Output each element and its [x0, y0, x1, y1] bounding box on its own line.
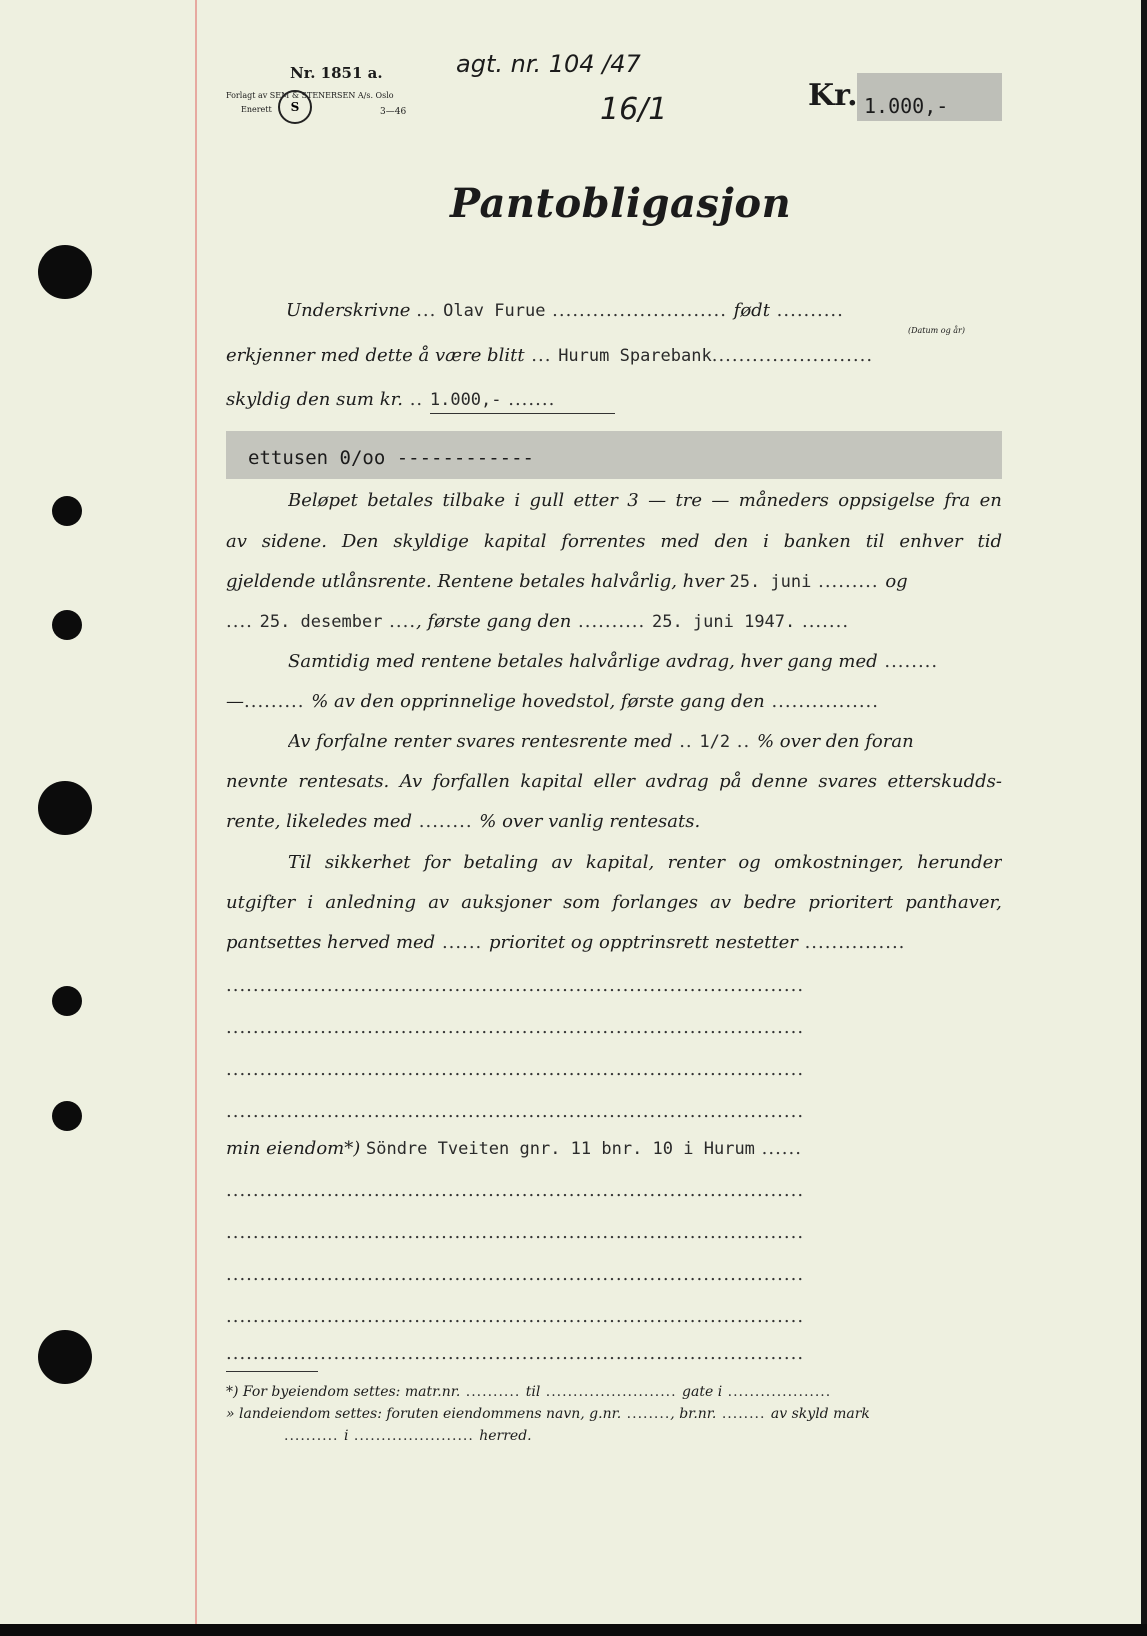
blank-line: ...................................................................................... — [226, 975, 805, 996]
document-title: Pantobligasjon — [450, 180, 792, 227]
terms-line: .... 25. desember ...., første gang den .......... 25. juni 1947. ....... — [226, 611, 850, 632]
blank-line: ...................................................................................... — [226, 1101, 805, 1122]
terms-line: Beløpet betales tilbake i gull etter 3 — tre — måneders oppsigelse fra en — [288, 490, 1002, 511]
footnote-text: herred. — [479, 1428, 532, 1444]
sum-label: skyldig den sum kr. — [226, 389, 403, 410]
punch-hole — [52, 1101, 82, 1131]
creditor-line: erkjenner med dette å være blitt ... Hurum Sparebank........................ — [226, 345, 874, 366]
punch-hole — [52, 610, 82, 640]
punch-hole — [38, 781, 92, 835]
publisher-rights: Enerett — [241, 105, 272, 114]
publisher-date: 3—46 — [380, 107, 407, 117]
footnote-text: til — [525, 1384, 541, 1400]
debtor-name: Olav Furue — [443, 301, 546, 321]
punch-hole — [52, 496, 82, 526]
punch-hole — [38, 1330, 92, 1384]
creditor-name: Hurum Sparebank — [558, 346, 712, 366]
debtor-line: Underskrivne ... Olav Furue .......................... født .......... — [226, 300, 1002, 330]
penalty-text: % over vanlig rentesats. — [479, 811, 701, 832]
handwritten-reference: agt. nr. 104 /47 — [456, 50, 641, 78]
terms-line: gjeldende utlånsrente. Rentene betales halvårlig, hver 25. juni ......... og — [226, 571, 908, 592]
footnote-text: *) For byeiendom settes: matr.nr. — [226, 1384, 461, 1400]
footnote-text: i — [343, 1428, 349, 1444]
handwritten-date: 16/1 — [600, 92, 668, 127]
interest-date-2: 25. desember — [259, 612, 383, 632]
property-line: min eiendom*) Söndre Tveiten gnr. 11 bnr. 10 i Hurum ...... — [226, 1138, 802, 1159]
debtor-label: Underskrivne — [286, 300, 411, 321]
currency-label: Kr. — [808, 78, 858, 113]
scan-edge — [1141, 0, 1147, 1636]
terms-and: og — [885, 571, 908, 592]
sum-line: skyldig den sum kr. .. 1.000,- ....... — [226, 389, 556, 410]
margin-rule — [195, 0, 197, 1636]
terms-text: , første gang den — [416, 611, 572, 632]
security-text: prioritet og opptrinsrett nestetter — [489, 932, 798, 953]
punch-hole — [38, 245, 92, 299]
blank-line: ...................................................................................... — [226, 1222, 805, 1243]
property-label: min eiendom*) — [226, 1138, 361, 1159]
publisher-seal-icon: S — [278, 90, 312, 124]
footnote-text: , br.nr. — [670, 1406, 717, 1422]
security-line: Til sikkerhet for betaling av kapital, renter og omkostninger, herunder — [288, 852, 1002, 873]
footnote-line: » landeiendom settes: foruten eiendommens navn, g.nr. ........, br.nr. ........ av skyld mark — [226, 1406, 870, 1422]
installment-dash: — — [226, 691, 244, 712]
blank-line: ...................................................................................... — [226, 1017, 805, 1038]
penalty-rate: 1/2 — [699, 732, 731, 752]
installment-text: % av den opprinnelige hovedstol, første gang den — [311, 691, 765, 712]
security-line: pantsettes herved med ...... prioritet og opptrinsrett nestetter ............... — [226, 932, 906, 953]
footnote-line: .......... i ...................... herred. — [284, 1428, 532, 1444]
sum-underline — [430, 413, 615, 414]
blank-line: ...................................................................................... — [226, 1306, 805, 1327]
blank-line: ...................................................................................... — [226, 1264, 805, 1285]
footnote-line: *) For byeiendom settes: matr.nr. .......... til ........................ gate i ................... — [226, 1384, 832, 1400]
amount-in-words: ettusen 0/oo ------------ — [248, 447, 534, 469]
interest-date-1: 25. juni — [729, 572, 812, 592]
punch-hole — [52, 986, 82, 1016]
scan-edge — [0, 1624, 1147, 1636]
security-text: pantsettes herved med — [226, 932, 436, 953]
sum-amount: 1.000,- — [429, 390, 502, 410]
terms-line: av sidene. Den skyldige kapital forrentes med den i banken til enhver tid — [226, 531, 1002, 552]
penalty-line: rente, likeledes med ........ % over vanlig rentesats. — [226, 811, 701, 832]
footnote-rule — [226, 1371, 318, 1372]
form-number: Nr. 1851 a. — [290, 64, 383, 82]
creditor-label: erkjenner med dette å være blitt — [226, 345, 525, 366]
date-note: (Datum og år) — [908, 326, 965, 335]
property-value: Söndre Tveiten gnr. 11 bnr. 10 i Hurum — [365, 1139, 755, 1159]
penalty-text: rente, likeledes med — [226, 811, 413, 832]
penalty-text: Av forfalne renter svares rentesrente med — [288, 731, 673, 752]
publisher-line: Forlagt av SEM & STENERSEN A/s. Oslo — [226, 91, 394, 100]
blank-line: ...................................................................................... — [226, 1059, 805, 1080]
installment-text: Samtidig med rentene betales halvårlige avdrag, hver gang med — [288, 651, 878, 672]
footnote-text: » landeiendom settes: foruten eiendommens navn, g.nr. — [226, 1406, 622, 1422]
born-label: født — [733, 300, 770, 321]
security-line: utgifter i anledning av auksjoner som forlanges av bedre prioritert panthaver, — [226, 892, 1002, 913]
penalty-line: Av forfalne renter svares rentesrente med .. 1/2 .. % over den foran — [288, 731, 914, 752]
installment-line: Samtidig med rentene betales halvårlige avdrag, hver gang med ........ — [288, 651, 939, 672]
blank-line: ...................................................................................... — [226, 1180, 805, 1201]
blank-line: ...................................................................................... — [226, 1343, 805, 1364]
installment-line: —......... % av den opprinnelige hovedstol, første gang den ................ — [226, 691, 880, 712]
penalty-text: % over den foran — [756, 731, 914, 752]
footnote-text: av skyld mark — [770, 1406, 870, 1422]
first-payment-date: 25. juni 1947. — [651, 612, 796, 632]
amount-value: 1.000,- — [864, 94, 949, 118]
terms-text: gjeldende utlånsrente. Rentene betales halvårlig, hver — [226, 571, 724, 592]
footnote-text: gate i — [682, 1384, 723, 1400]
penalty-line: nevnte rentesats. Av forfallen kapital eller avdrag på denne svares etterskudds- — [226, 771, 1002, 792]
